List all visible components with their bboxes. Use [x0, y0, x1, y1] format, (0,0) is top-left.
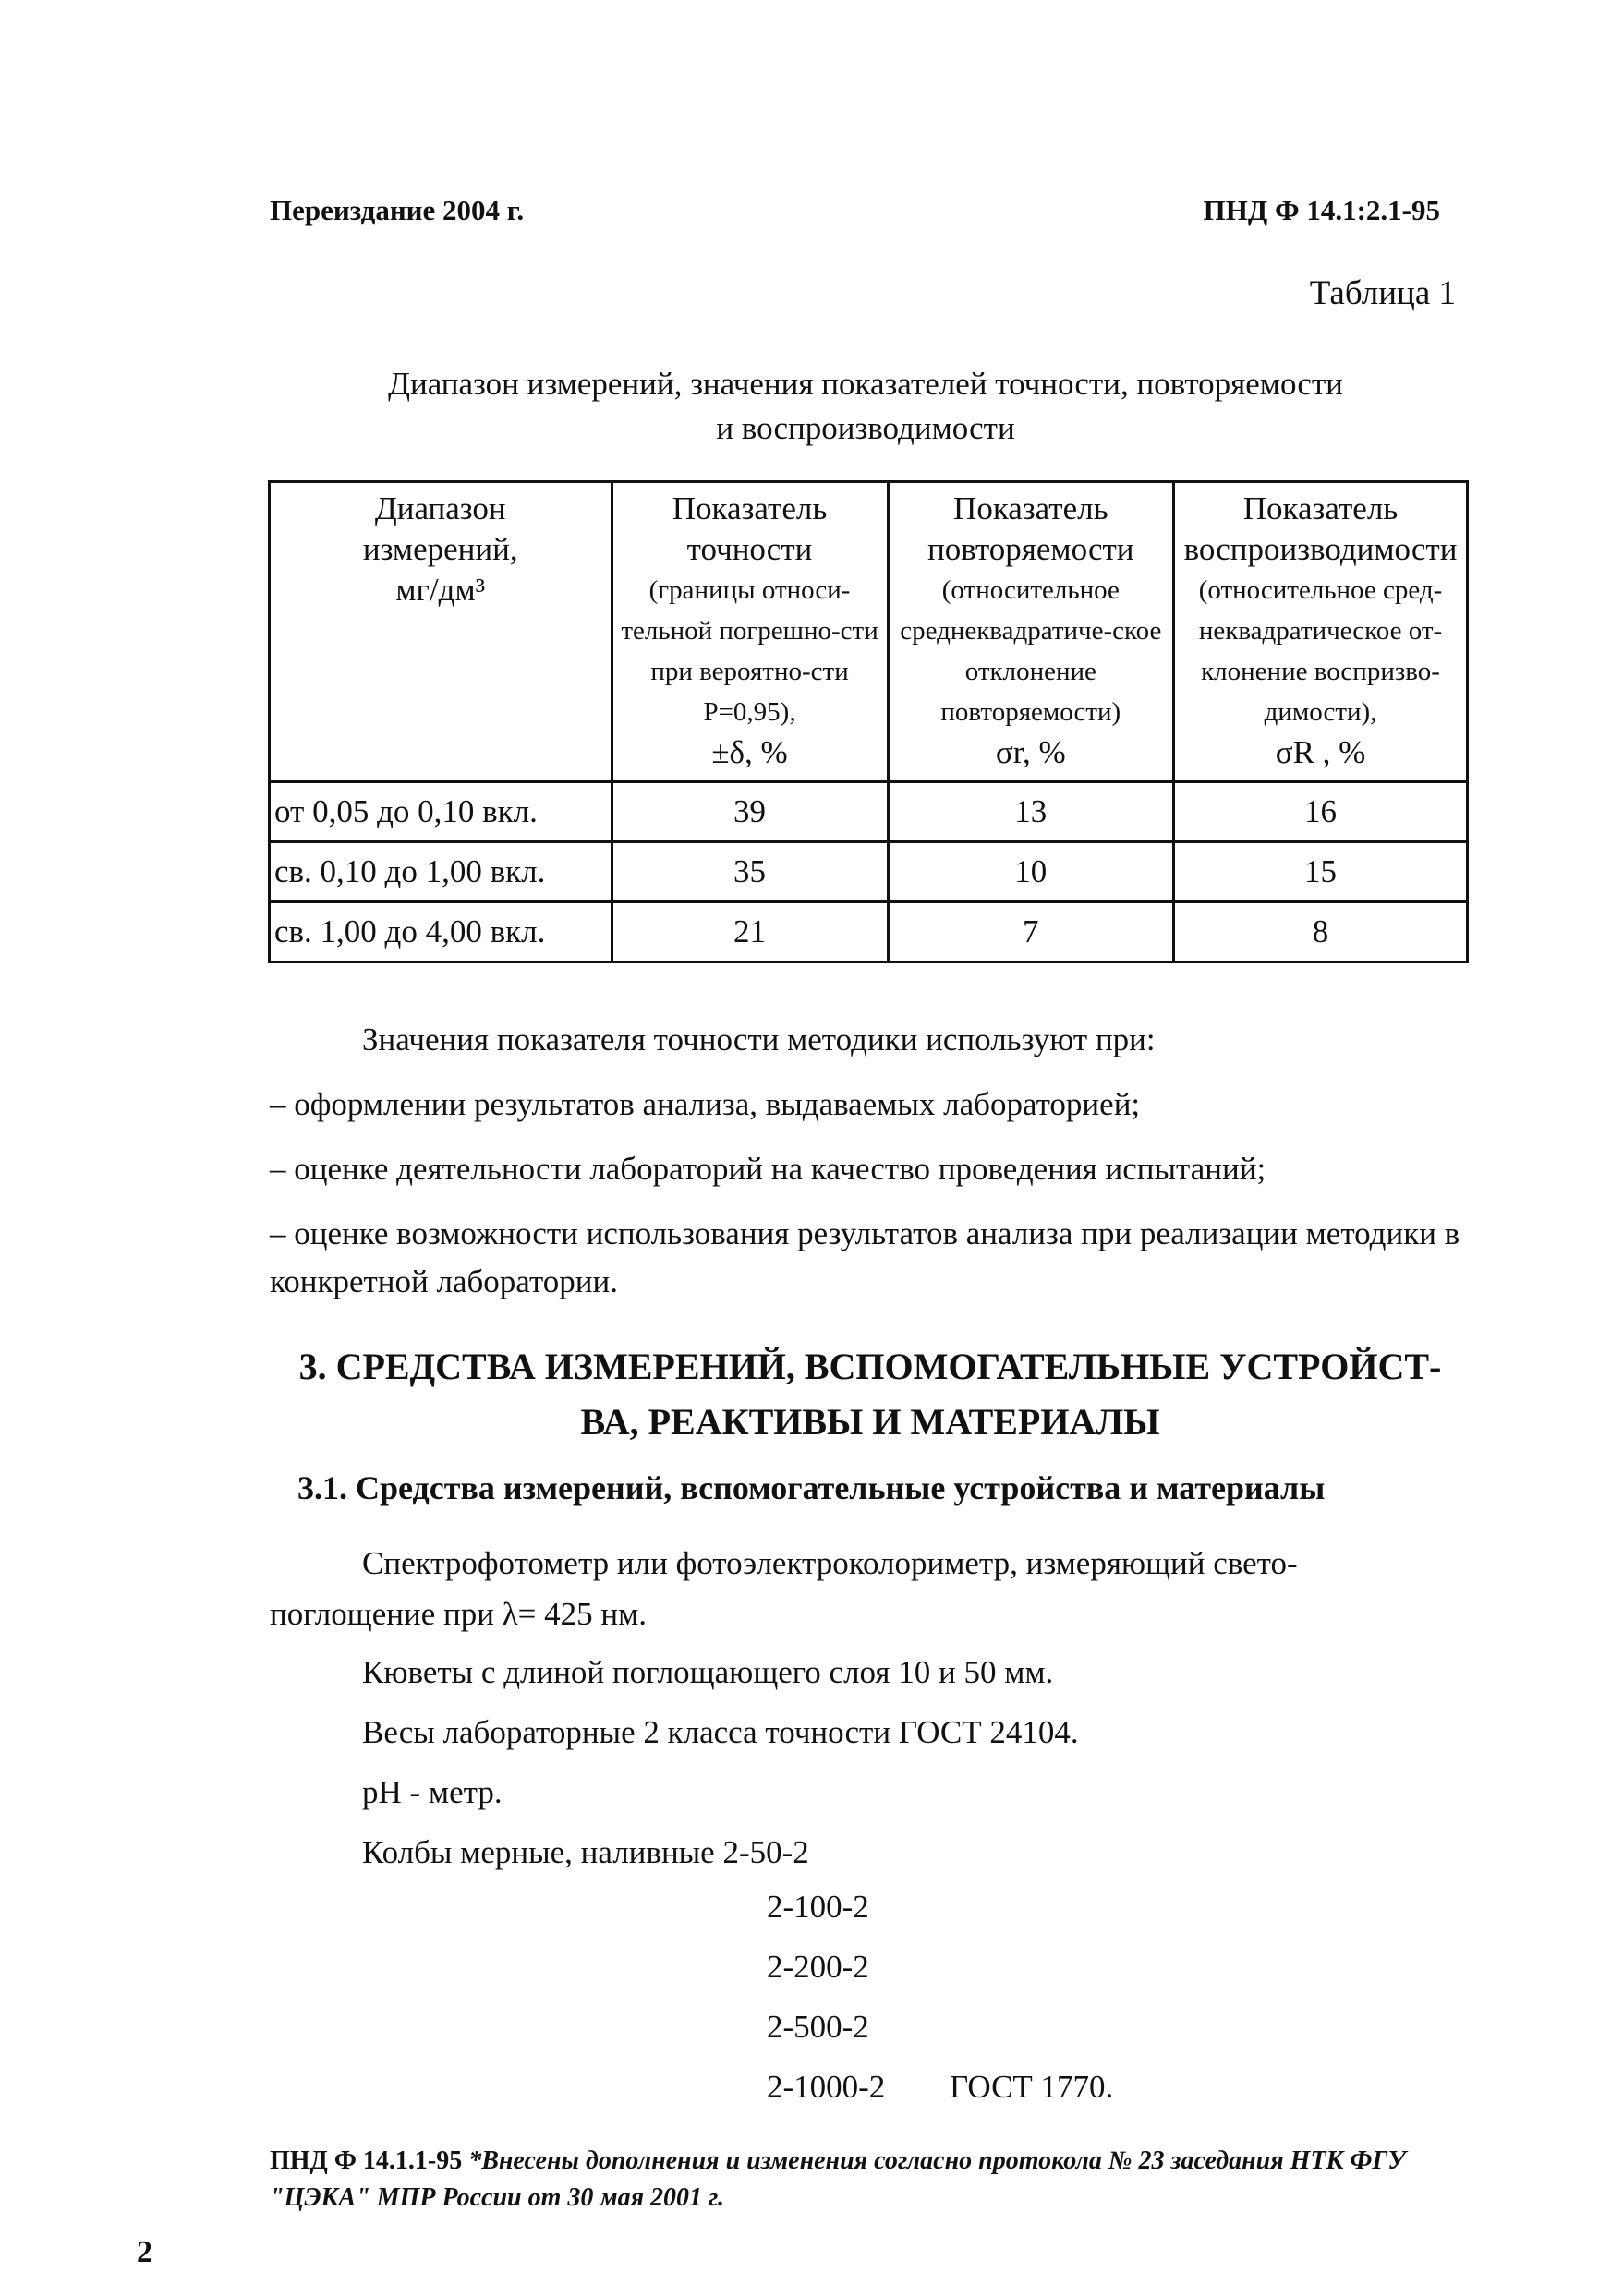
header-text: воспроизводимости	[1183, 531, 1458, 567]
cell-reproducibility: 8	[1174, 902, 1468, 962]
flask-size: 2-200-2	[767, 1949, 869, 1985]
header-note: (границы относи-тельной погрешно-сти при вероятно-сти Р=0,95),	[621, 575, 878, 727]
cell-accuracy: 35	[612, 842, 888, 902]
cell-accuracy: 21	[612, 902, 888, 962]
table-label: Таблица 1	[1309, 274, 1456, 312]
item-scales: Весы лабораторные 2 класса точности ГОСТ 24104.	[362, 1714, 1079, 1750]
page-number: 2	[137, 2235, 152, 2269]
usage-item-2: – оценке деятельности лабораторий на качество проведения испытаний;	[270, 1151, 1266, 1187]
header-doc-code: ПНД Ф 14.1:2.1-95	[1203, 194, 1440, 226]
item-cuvettes: Кюветы с длиной поглощающего слоя 10 и 50 мм.	[362, 1654, 1054, 1690]
cell-reproducibility: 15	[1174, 842, 1468, 902]
accuracy-table	[268, 480, 1469, 963]
cell-range: св. 0,10 до 1,00 вкл.	[270, 842, 612, 902]
usage-item-1: – оформлении результатов анализа, выдаваемых лабораторией;	[270, 1086, 1141, 1122]
section-3-1-title: 3.1. Средства измерений, вспомогательные устройства и материалы	[297, 1469, 1326, 1506]
section-3-title-line-1: 3. СРЕДСТВА ИЗМЕРЕНИЙ, ВСПОМОГАТЕЛЬНЫЕ УСТРОЙСТ-	[298, 1346, 1442, 1387]
header-text: повторяемости	[927, 531, 1134, 567]
flask-size: 2-1000-2	[767, 2069, 886, 2105]
footnote	[270, 2143, 1461, 2217]
section-3-title	[270, 1339, 1471, 1450]
section-3-title-line-2: ВА, РЕАКТИВЫ И МАТЕРИАЛЫ	[580, 1401, 1160, 1443]
cell-range: от 0,05 до 0,10 вкл.	[270, 782, 612, 842]
header-cell-reproducibility	[1174, 482, 1468, 782]
footnote-code: ПНД Ф 14.1.1-95	[270, 2146, 463, 2175]
header-cell-accuracy	[612, 482, 888, 782]
header-note: (относительное сред-неквадратическое от-клонение воспризво-димости),	[1198, 575, 1443, 727]
header-cell-range	[270, 482, 612, 782]
item-spectrophotometer-text: Спектрофотометр или фотоэлектроколориметр, измеряющий свето-поглощение при λ= 425 нм.	[270, 1545, 1298, 1632]
cell-accuracy: 39	[612, 782, 888, 842]
header-symbol: ±δ, %	[711, 734, 788, 770]
header-note: (относительное среднеквадратиче-ское отклонение повторяемости)	[900, 575, 1162, 727]
cell-repeatability: 10	[888, 842, 1173, 902]
cell-repeatability: 13	[888, 782, 1173, 842]
header-text: Показатель	[1242, 490, 1399, 526]
header-text: Показатель	[672, 490, 828, 526]
cell-repeatability: 7	[888, 902, 1173, 962]
header-symbol: σr, %	[995, 734, 1066, 770]
flasks-gost: ГОСТ 1770.	[950, 2069, 1114, 2105]
footnote-text: *Внесены дополнения и изменения согласно протокола № 23 заседания НТК ФГУ "ЦЭКА" МПР России от 30 мая 2001 г.	[270, 2146, 1406, 2212]
caption-line-2: и воспроизводимости	[716, 410, 1015, 446]
table-row	[270, 782, 1468, 842]
table-caption	[270, 362, 1461, 451]
item-spectrophotometer	[270, 1538, 1461, 1639]
table-row	[270, 902, 1468, 962]
cell-reproducibility: 16	[1174, 782, 1468, 842]
header-symbol: σR , %	[1275, 734, 1366, 770]
item-flasks-label: Колбы мерные, наливные 2-50-2	[362, 1834, 809, 1870]
header-cell-repeatability	[888, 482, 1173, 782]
header-text: Диапазон	[374, 490, 506, 526]
table-row	[270, 842, 1468, 902]
table-header-row	[270, 482, 1468, 782]
usage-intro: Значения показателя точности методики используют при:	[362, 1021, 1156, 1057]
cell-range: св. 1,00 до 4,00 вкл.	[270, 902, 612, 962]
usage-item-3: – оценке возможности использования результатов анализа при реализации методики в конкретной лаборатории.	[270, 1215, 1460, 1299]
header-unit: мг/дм³	[395, 572, 486, 608]
header-text: измерений,	[362, 531, 518, 567]
caption-line-1: Диапазон измерений, значения показателей точности, повторяемости	[388, 366, 1343, 402]
header-text: Показатель	[953, 490, 1108, 526]
item-ph-meter: pH - метр.	[362, 1774, 503, 1810]
flask-size: 2-500-2	[767, 2009, 869, 2045]
flask-size: 2-100-2	[767, 1889, 869, 1925]
header-edition: Переиздание 2004 г.	[270, 194, 525, 226]
header-text: точности	[686, 531, 813, 567]
